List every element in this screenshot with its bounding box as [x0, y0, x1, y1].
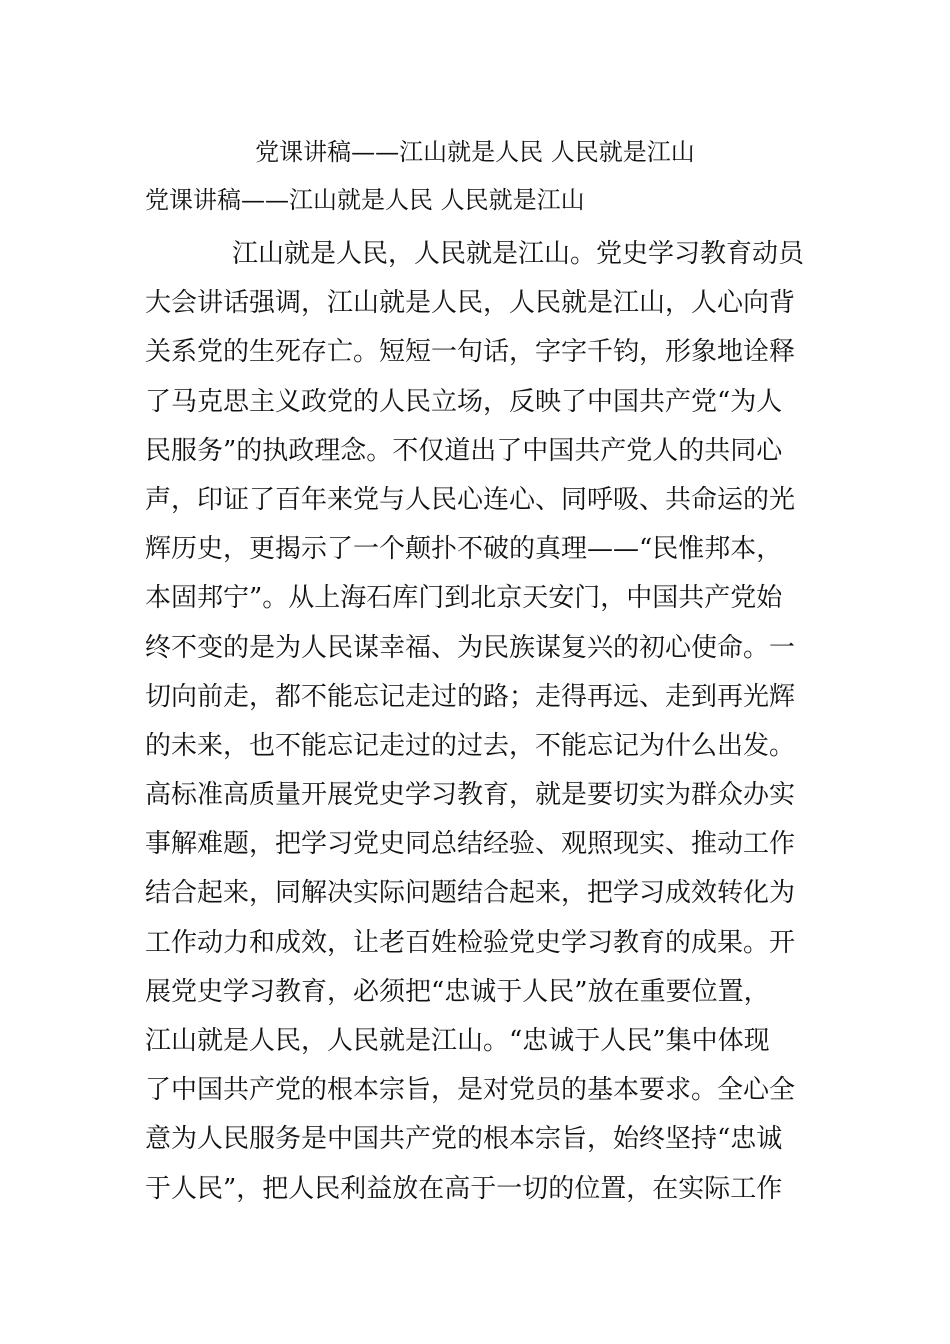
paragraph-line: 辉历史，更揭示了一个颠扑不破的真理——“民惟邦本， [145, 534, 783, 565]
paragraph-line: 意为人民服务是中国共产党的根本宗旨，始终坚持“忠诚 [145, 1124, 783, 1155]
body-paragraph [145, 230, 815, 1214]
paragraph-line: 声，印证了百年来党与人民心连心、同呼吸、共命运的光 [145, 484, 796, 515]
paragraph-line: 了中国共产党的根本宗旨，是对党员的基本要求。全心全 [145, 1075, 796, 1106]
paragraph-line: 高标准高质量开展党史学习教育，就是要切实为群众办实 [145, 780, 796, 811]
paragraph-line: 事解难题，把学习党史同总结经验、观照现实、推动工作 [145, 829, 796, 860]
paragraph-line: 关系党的生死存亡。短短一句话，字字千钧，形象地诠释 [145, 337, 796, 368]
paragraph-line: 展党史学习教育，必须把“忠诚于人民”放在重要位置， [145, 976, 770, 1007]
paragraph-line: 于人民”，把人民利益放在高于一切的位置，在实际工作 [145, 1173, 783, 1204]
paragraph-line: 工作动力和成效，让老百姓检验党史学习教育的成果。开 [145, 927, 796, 958]
paragraph-line: 结合起来，同解决实际问题结合起来，把学习成效转化为 [145, 878, 796, 909]
paragraph-line: 本固邦宁”。从上海石库门到北京天安门，中国共产党始 [145, 583, 783, 614]
document-title: 党课讲稿——江山就是人民 人民就是江山 [255, 138, 695, 166]
paragraph-line: 切向前走，都不能忘记走过的路；走得再远、走到再光辉 [145, 681, 796, 712]
document-subtitle: 党课讲稿——江山就是人民 人民就是江山 [145, 186, 585, 214]
paragraph-line: 终不变的是为人民谋幸福、为民族谋复兴的初心使命。一 [145, 632, 796, 663]
paragraph-line: 了马克思主义政党的人民立场，反映了中国共产党“为人 [145, 386, 783, 417]
paragraph-line: 江山就是人民，人民就是江山。“忠诚于人民”集中体现 [145, 1026, 770, 1056]
paragraph-line: 民服务”的执政理念。不仅道出了中国共产党人的共同心 [145, 435, 783, 466]
paragraph-line: 的未来，也不能忘记走过的过去，不能忘记为什么出发。 [145, 730, 796, 761]
paragraph-line: 大会讲话强调，江山就是人民，人民就是江山，人心向背 [145, 288, 796, 319]
paragraph-line: 江山就是人民，人民就是江山。党史学习教育动员 [232, 239, 805, 269]
